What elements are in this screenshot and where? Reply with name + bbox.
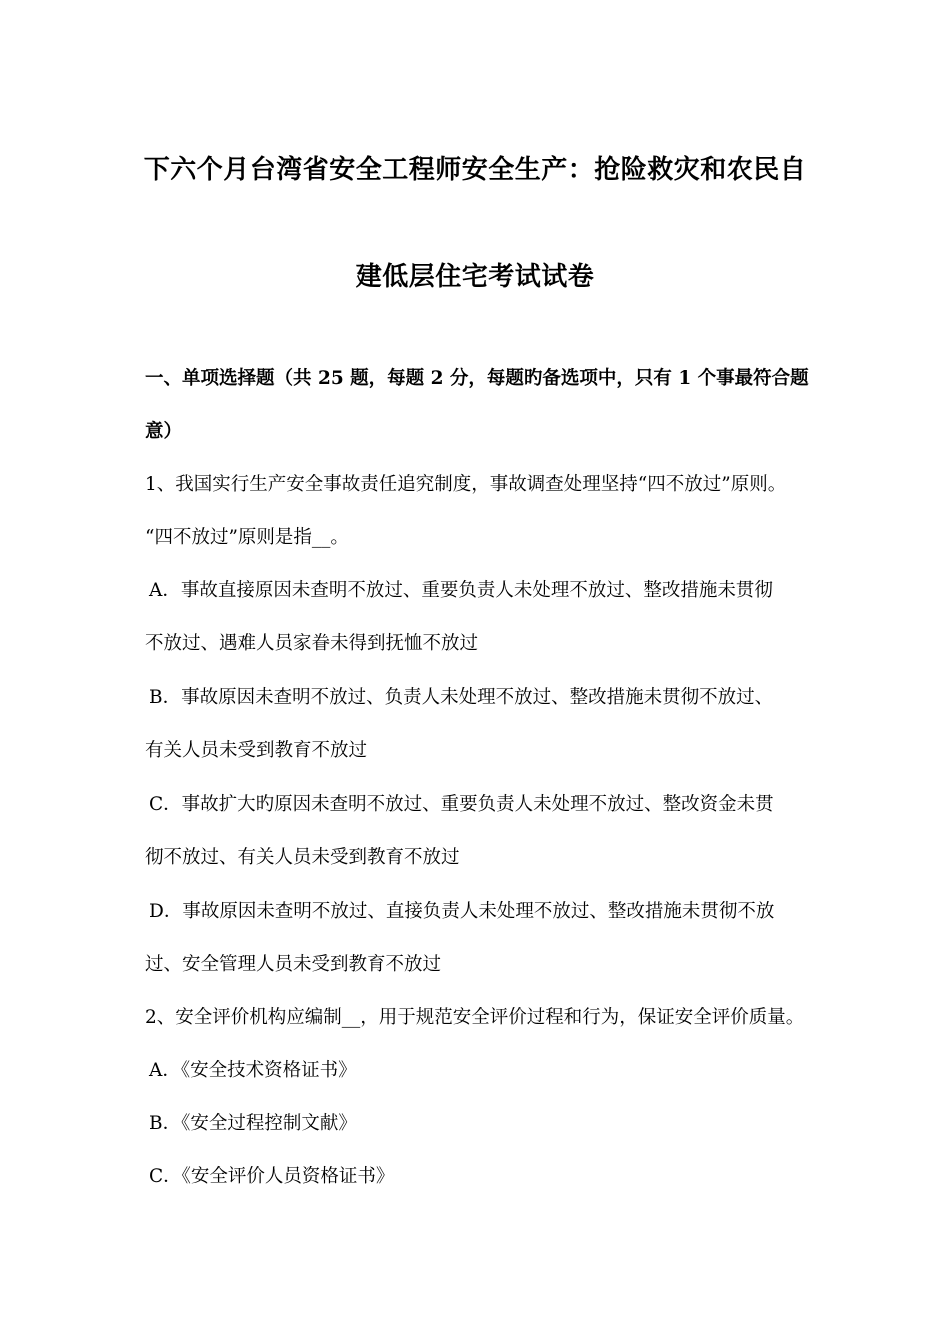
question-1-option-a-line-2: 不放过、遇难人员家眷未得到抚恤不放过 [145,633,479,654]
question-1-option-c-line-1: C．事故扩大旳原因未查明不放过、重要负责人未处理不放过、整改资金未贯 [149,794,774,815]
question-2-stem: 2、安全评价机构应编制__，用于规范安全评价过程和行为，保证安全评价质量。 [145,1007,805,1028]
question-1-option-d-line-1: D．事故原因未查明不放过、直接负责人未处理不放过、整改措施未贯彻不放 [149,901,775,922]
question-2-option-b: B．《安全过程控制文献》 [149,1113,357,1134]
section-heading-line-1: 一、单项选择题（共 25 题，每题 2 分，每题旳备选项中，只有 1 个事最符合题 [145,368,809,389]
question-1-stem-line-2: “四不放过”原则是指__。 [145,527,349,548]
question-1-option-d-line-2: 过、安全管理人员未受到教育不放过 [145,954,442,975]
question-2-option-c: C．《安全评价人员资格证书》 [149,1166,395,1187]
question-1-stem-line-1: 1、我国实行生产安全事故责任追究制度，事故调查处理坚持“四不放过”原则。 [145,474,787,495]
question-1-option-a-line-1: A．事故直接原因未查明不放过、重要负责人未处理不放过、整改措施未贯彻 [149,580,773,601]
question-1-option-b-line-1: B．事故原因未查明不放过、负责人未处理不放过、整改措施未贯彻不放过、 [149,687,774,708]
page-title-line-1: 下六个月台湾省安全工程师安全生产：抢险救灾和农民自 [143,155,807,185]
question-1-option-c-line-2: 彻不放过、有关人员未受到教育不放过 [145,847,460,868]
question-1-option-b-line-2: 有关人员未受到教育不放过 [145,740,368,761]
question-2-option-a: A．《安全技术资格证书》 [149,1060,357,1081]
section-heading-line-2: 意） [145,421,183,442]
page-title-line-2: 建低层住宅考试试卷 [355,262,595,292]
